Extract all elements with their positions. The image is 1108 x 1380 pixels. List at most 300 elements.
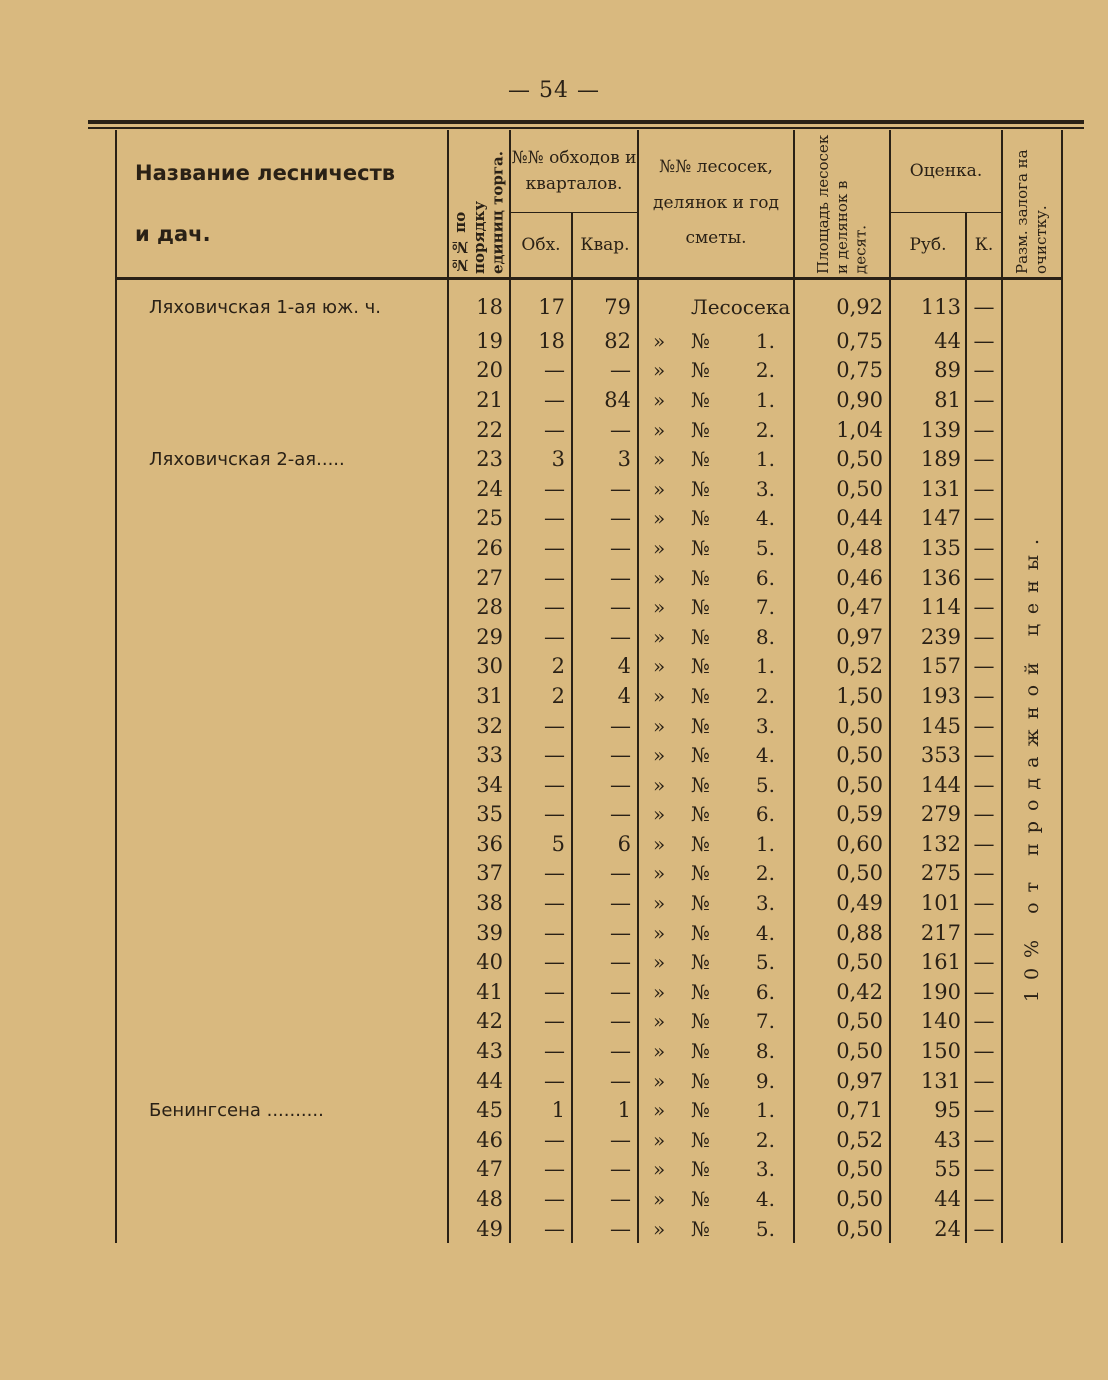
row-area: 0,50 <box>794 947 890 977</box>
row-obh: — <box>510 859 572 889</box>
row-ditto-mark: » <box>653 861 666 886</box>
row-kop: — <box>966 474 1002 504</box>
forestry-table <box>115 130 1063 1243</box>
row-kop: — <box>966 888 1002 918</box>
row-obh: — <box>510 1125 572 1155</box>
row-rub: 161 <box>890 947 966 977</box>
row-area: 0,50 <box>794 1214 890 1244</box>
row-kop: — <box>966 563 1002 593</box>
row-lesoseka-num: 3. <box>755 1157 776 1182</box>
row-lesoseka-num: 5. <box>755 535 776 560</box>
row-kvar: 82 <box>572 326 638 356</box>
row-lesoseka <box>638 504 794 534</box>
row-kvar: 3 <box>572 444 638 474</box>
row-kvar: — <box>572 356 638 386</box>
row-order-num: 37 <box>448 859 510 889</box>
row-area: 0,52 <box>794 652 890 682</box>
row-number-sign: № <box>691 1157 710 1182</box>
row-lesoseka-num: 7. <box>755 1009 776 1034</box>
row-rub: 101 <box>890 888 966 918</box>
row-order-num: 20 <box>448 356 510 386</box>
row-kop: — <box>966 356 1002 386</box>
row-kvar: — <box>572 592 638 622</box>
row-kop: — <box>966 977 1002 1007</box>
row-name <box>116 918 448 948</box>
row-kvar: 1 <box>572 1095 638 1125</box>
row-lesoseka <box>638 1155 794 1185</box>
row-area: 0,48 <box>794 533 890 563</box>
row-ditto-mark: » <box>653 1068 666 1093</box>
table-row <box>116 1184 1062 1214</box>
row-kop: — <box>966 859 1002 889</box>
row-order-num: 18 <box>448 279 510 327</box>
row-lesoseka-num: 6. <box>755 979 776 1004</box>
row-number-sign: № <box>691 743 710 768</box>
row-name <box>116 1066 448 1096</box>
row-name <box>116 947 448 977</box>
row-name <box>116 563 448 593</box>
row-number-sign: № <box>691 624 710 649</box>
table-row <box>116 770 1062 800</box>
row-lesoseka-num: 6. <box>755 565 776 590</box>
row-number-sign: № <box>691 1039 710 1064</box>
table-row <box>116 1066 1062 1096</box>
row-number-sign: № <box>691 476 710 501</box>
row-ditto-mark: » <box>653 920 666 945</box>
zalog-value: 10% от продажной цены. <box>1021 529 1044 1003</box>
row-kvar: — <box>572 504 638 534</box>
row-number-sign: № <box>691 802 710 827</box>
table-row <box>116 279 1062 327</box>
row-name <box>116 711 448 741</box>
header-name-line2: и дач. <box>135 221 211 246</box>
row-order-num: 32 <box>448 711 510 741</box>
row-area: 0,50 <box>794 740 890 770</box>
row-obh: — <box>510 1007 572 1037</box>
page-number: — 54 — <box>508 78 600 103</box>
row-rub: 81 <box>890 385 966 415</box>
row-kop: — <box>966 1036 1002 1066</box>
row-obh: 5 <box>510 829 572 859</box>
row-name <box>116 474 448 504</box>
table-row <box>116 592 1062 622</box>
row-obh: — <box>510 592 572 622</box>
table-row <box>116 859 1062 889</box>
row-kvar: — <box>572 1155 638 1185</box>
row-kvar: — <box>572 977 638 1007</box>
row-lesoseka-num: 7. <box>755 595 776 620</box>
row-lesoseka-num: 2. <box>755 683 776 708</box>
row-ditto-mark: » <box>653 417 666 442</box>
table-row <box>116 740 1062 770</box>
row-rub: 275 <box>890 859 966 889</box>
row-rub: 131 <box>890 1066 966 1096</box>
row-obh: — <box>510 1066 572 1096</box>
row-rub: 239 <box>890 622 966 652</box>
row-kop: — <box>966 740 1002 770</box>
row-rub: 114 <box>890 592 966 622</box>
row-area: 0,50 <box>794 1036 890 1066</box>
row-ditto-mark: » <box>653 891 666 916</box>
row-rub: 135 <box>890 533 966 563</box>
row-kvar: — <box>572 888 638 918</box>
row-lesoseka <box>638 977 794 1007</box>
row-kvar: — <box>572 1125 638 1155</box>
header-kvar: Квар. <box>572 213 638 279</box>
row-rub: 190 <box>890 977 966 1007</box>
row-rub: 24 <box>890 1214 966 1244</box>
row-rub: 353 <box>890 740 966 770</box>
row-lesoseka <box>638 1066 794 1096</box>
row-kop: — <box>966 415 1002 445</box>
row-order-num: 43 <box>448 1036 510 1066</box>
row-lesoseka <box>638 415 794 445</box>
row-number-sign: Лесосека <box>691 295 791 319</box>
header-order-num <box>448 130 510 279</box>
row-obh: — <box>510 1184 572 1214</box>
row-area: 0,75 <box>794 356 890 386</box>
top-rule <box>88 120 1084 124</box>
row-lesoseka <box>638 1125 794 1155</box>
row-area: 0,42 <box>794 977 890 1007</box>
row-kvar: — <box>572 740 638 770</box>
table-header <box>116 130 1062 279</box>
row-ditto-mark: » <box>653 950 666 975</box>
header-area-text: Площадь лесосек и делянок в десят. <box>813 134 870 274</box>
row-area: 0,52 <box>794 1125 890 1155</box>
row-name <box>116 681 448 711</box>
table-row <box>116 681 1062 711</box>
row-order-num: 33 <box>448 740 510 770</box>
row-kvar: 84 <box>572 385 638 415</box>
table-row <box>116 652 1062 682</box>
row-kop: — <box>966 770 1002 800</box>
header-order-num-text: №№ по порядку единиц торга. <box>450 150 507 274</box>
row-kop: — <box>966 681 1002 711</box>
row-ditto-mark: » <box>653 624 666 649</box>
row-number-sign: № <box>691 713 710 738</box>
row-kvar: — <box>572 415 638 445</box>
row-ditto-mark: » <box>653 1216 666 1241</box>
row-lesoseka <box>638 681 794 711</box>
row-kop: — <box>966 326 1002 356</box>
row-ditto-mark: » <box>653 1098 666 1123</box>
row-lesoseka <box>638 770 794 800</box>
row-number-sign: № <box>691 1068 710 1093</box>
table-row <box>116 622 1062 652</box>
row-lesoseka <box>638 1095 794 1125</box>
row-lesoseka-num: 9. <box>755 1068 776 1093</box>
row-number-sign: № <box>691 565 710 590</box>
row-ditto-mark: » <box>653 743 666 768</box>
row-area: 0,92 <box>794 279 890 327</box>
row-name <box>116 1155 448 1185</box>
row-number-sign: № <box>691 535 710 560</box>
row-area: 0,50 <box>794 859 890 889</box>
table-row <box>116 829 1062 859</box>
row-area: 0,50 <box>794 1184 890 1214</box>
table-row <box>116 563 1062 593</box>
header-name <box>116 130 448 279</box>
row-rub: 139 <box>890 415 966 445</box>
row-order-num: 46 <box>448 1125 510 1155</box>
row-lesoseka <box>638 888 794 918</box>
row-obh: — <box>510 474 572 504</box>
table-row <box>116 1125 1062 1155</box>
row-lesoseka <box>638 1036 794 1066</box>
header-obhody: №№ обходов и кварталов. <box>510 130 638 213</box>
row-name <box>116 622 448 652</box>
row-area: 0,50 <box>794 1155 890 1185</box>
row-order-num: 27 <box>448 563 510 593</box>
row-kop: — <box>966 918 1002 948</box>
row-rub: 279 <box>890 800 966 830</box>
row-kvar: — <box>572 947 638 977</box>
row-ditto-mark: » <box>653 595 666 620</box>
row-kop: — <box>966 279 1002 327</box>
row-ditto-mark: » <box>653 654 666 679</box>
row-number-sign: № <box>691 683 710 708</box>
row-lesoseka-num: 8. <box>755 1039 776 1064</box>
row-ditto-mark: » <box>653 447 666 472</box>
row-number-sign: № <box>691 1127 710 1152</box>
row-rub: 89 <box>890 356 966 386</box>
row-obh: — <box>510 740 572 770</box>
row-obh: — <box>510 385 572 415</box>
table-row <box>116 947 1062 977</box>
row-order-num: 38 <box>448 888 510 918</box>
row-lesoseka-num: 1. <box>755 831 776 856</box>
row-lesoseka-num: 8. <box>755 624 776 649</box>
row-obh: — <box>510 711 572 741</box>
row-kvar: — <box>572 1007 638 1037</box>
row-rub: 147 <box>890 504 966 534</box>
row-lesoseka <box>638 947 794 977</box>
row-obh: — <box>510 1214 572 1244</box>
row-order-num: 49 <box>448 1214 510 1244</box>
row-area: 0,50 <box>794 1007 890 1037</box>
row-rub: 136 <box>890 563 966 593</box>
row-area: 0,97 <box>794 1066 890 1096</box>
row-number-sign: № <box>691 1216 710 1241</box>
row-order-num: 42 <box>448 1007 510 1037</box>
row-obh: — <box>510 888 572 918</box>
row-kvar: 4 <box>572 652 638 682</box>
row-obh: — <box>510 504 572 534</box>
row-lesoseka <box>638 1184 794 1214</box>
row-name <box>116 829 448 859</box>
row-name <box>116 533 448 563</box>
row-obh: — <box>510 563 572 593</box>
row-obh: 1 <box>510 1095 572 1125</box>
row-kop: — <box>966 385 1002 415</box>
table-row <box>116 415 1062 445</box>
row-kvar: — <box>572 622 638 652</box>
row-kvar: — <box>572 711 638 741</box>
row-kvar: — <box>572 1036 638 1066</box>
row-name: Бенингсена .......... <box>116 1095 448 1125</box>
row-order-num: 48 <box>448 1184 510 1214</box>
row-lesoseka-num: 4. <box>755 920 776 945</box>
row-order-num: 25 <box>448 504 510 534</box>
row-kop: — <box>966 652 1002 682</box>
row-number-sign: № <box>691 950 710 975</box>
row-obh: — <box>510 622 572 652</box>
row-area: 0,59 <box>794 800 890 830</box>
row-lesoseka <box>638 1214 794 1244</box>
row-kop: — <box>966 1095 1002 1125</box>
row-ditto-mark: » <box>653 565 666 590</box>
row-lesoseka <box>638 1007 794 1037</box>
row-kvar: — <box>572 1184 638 1214</box>
row-kvar: — <box>572 770 638 800</box>
row-kop: — <box>966 1214 1002 1244</box>
row-order-num: 30 <box>448 652 510 682</box>
row-area: 0,44 <box>794 504 890 534</box>
row-rub: 150 <box>890 1036 966 1066</box>
table-row <box>116 533 1062 563</box>
row-name <box>116 888 448 918</box>
row-area: 0,90 <box>794 385 890 415</box>
row-order-num: 39 <box>448 918 510 948</box>
row-obh: — <box>510 947 572 977</box>
row-area: 0,50 <box>794 444 890 474</box>
table-row <box>116 1214 1062 1244</box>
header-name-line1: Название лесничеств <box>135 160 396 185</box>
row-kop: — <box>966 829 1002 859</box>
row-rub: 43 <box>890 1125 966 1155</box>
row-area: 1,50 <box>794 681 890 711</box>
row-ditto-mark: » <box>653 772 666 797</box>
row-name <box>116 356 448 386</box>
table-row <box>116 1155 1062 1185</box>
forestry-table-container <box>115 130 1061 1243</box>
row-lesoseka-num: 1. <box>755 654 776 679</box>
row-number-sign: № <box>691 506 710 531</box>
row-lesoseka <box>638 563 794 593</box>
row-order-num: 41 <box>448 977 510 1007</box>
row-area: 0,50 <box>794 711 890 741</box>
row-lesoseka <box>638 740 794 770</box>
row-lesoseka-num: 5. <box>755 1216 776 1241</box>
row-kop: — <box>966 800 1002 830</box>
table-row <box>116 356 1062 386</box>
row-lesoseka-num: 1. <box>755 387 776 412</box>
row-kvar: — <box>572 918 638 948</box>
row-area: 0,71 <box>794 1095 890 1125</box>
row-number-sign: № <box>691 979 710 1004</box>
table-row <box>116 474 1062 504</box>
row-rub: 113 <box>890 279 966 327</box>
row-lesoseka <box>638 800 794 830</box>
row-name <box>116 592 448 622</box>
row-rub: 44 <box>890 326 966 356</box>
row-obh: — <box>510 918 572 948</box>
row-lesoseka-num: 3. <box>755 891 776 916</box>
row-order-num: 31 <box>448 681 510 711</box>
row-kvar: — <box>572 1066 638 1096</box>
row-lesoseka-num: 4. <box>755 506 776 531</box>
row-ditto-mark: » <box>653 506 666 531</box>
row-kop: — <box>966 1184 1002 1214</box>
row-rub: 193 <box>890 681 966 711</box>
row-lesoseka <box>638 356 794 386</box>
row-kop: — <box>966 711 1002 741</box>
top-rule-thin <box>88 127 1084 129</box>
row-order-num: 28 <box>448 592 510 622</box>
header-area <box>794 130 890 279</box>
row-number-sign: № <box>691 920 710 945</box>
row-name <box>116 859 448 889</box>
row-number-sign: № <box>691 861 710 886</box>
row-order-num: 34 <box>448 770 510 800</box>
table-row <box>116 326 1062 356</box>
row-area: 0,49 <box>794 888 890 918</box>
row-number-sign: № <box>691 595 710 620</box>
table-row <box>116 800 1062 830</box>
row-order-num: 35 <box>448 800 510 830</box>
row-kvar: 79 <box>572 279 638 327</box>
row-kop: — <box>966 1155 1002 1185</box>
row-lesoseka-num: 3. <box>755 476 776 501</box>
row-order-num: 23 <box>448 444 510 474</box>
row-obh: — <box>510 1036 572 1066</box>
zalog-cell <box>1002 279 1062 1244</box>
table-row <box>116 918 1062 948</box>
row-name <box>116 1184 448 1214</box>
row-kop: — <box>966 947 1002 977</box>
row-rub: 145 <box>890 711 966 741</box>
row-number-sign: № <box>691 891 710 916</box>
table-row <box>116 711 1062 741</box>
row-lesoseka-num: 3. <box>755 713 776 738</box>
table-body <box>116 279 1062 1244</box>
row-rub: 157 <box>890 652 966 682</box>
row-obh: — <box>510 770 572 800</box>
row-lesoseka <box>638 533 794 563</box>
row-order-num: 26 <box>448 533 510 563</box>
row-lesoseka <box>638 444 794 474</box>
row-kvar: — <box>572 859 638 889</box>
row-name <box>116 1214 448 1244</box>
row-name: Ляховичская 2-ая..... <box>116 444 448 474</box>
table-row <box>116 1095 1062 1125</box>
header-ocenka: Оценка. <box>890 130 1002 213</box>
row-area: 0,60 <box>794 829 890 859</box>
row-lesoseka-num: 1. <box>755 328 776 353</box>
row-order-num: 22 <box>448 415 510 445</box>
header-kop: К. <box>966 213 1002 279</box>
row-number-sign: № <box>691 358 710 383</box>
row-lesoseka <box>638 592 794 622</box>
row-lesoseka <box>638 279 794 327</box>
row-kop: — <box>966 504 1002 534</box>
header-rub: Руб. <box>890 213 966 279</box>
row-lesoseka-num: 1. <box>755 447 776 472</box>
row-name: Ляховичская 1-ая юж. ч. <box>116 279 448 327</box>
row-ditto-mark: » <box>653 358 666 383</box>
row-kvar: 6 <box>572 829 638 859</box>
row-number-sign: № <box>691 447 710 472</box>
row-kvar: — <box>572 474 638 504</box>
row-order-num: 19 <box>448 326 510 356</box>
row-lesoseka <box>638 859 794 889</box>
row-lesoseka-num: 1. <box>755 1098 776 1123</box>
row-ditto-mark: » <box>653 831 666 856</box>
row-number-sign: № <box>691 1187 710 1212</box>
row-ditto-mark: » <box>653 1187 666 1212</box>
row-order-num: 47 <box>448 1155 510 1185</box>
